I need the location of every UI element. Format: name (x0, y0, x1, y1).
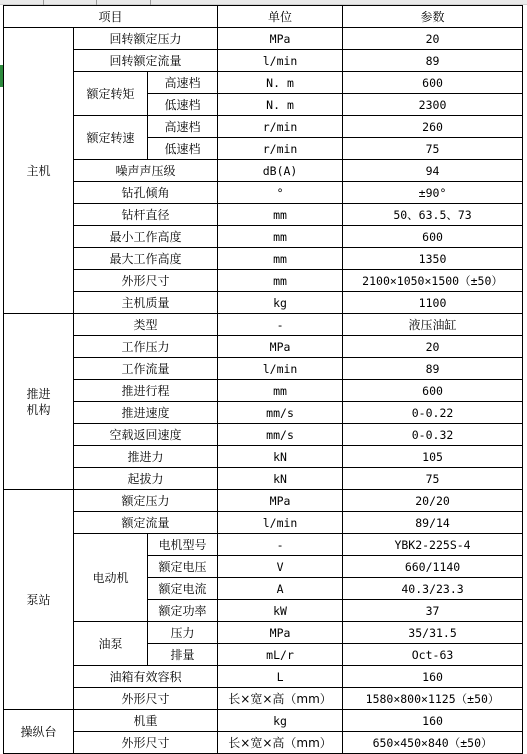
table-row (4, 314, 523, 336)
group-oilpump: 油泵 (74, 622, 148, 666)
table-row (4, 380, 523, 402)
item-unit: - (218, 314, 343, 336)
header-param: 参数 (343, 6, 523, 28)
item-name: 外形尺寸 (74, 732, 218, 754)
item-value: 0-0.32 (343, 424, 523, 446)
header-unit: 单位 (218, 6, 343, 28)
item-unit: mm (218, 380, 343, 402)
section-feed-line1: 推进 (26, 386, 51, 401)
item-name: 起拔力 (74, 468, 218, 490)
table-row (4, 292, 523, 314)
item-value: 2100×1050×1500（±50） (343, 270, 523, 292)
item-value: 160 (343, 666, 523, 688)
item-value: Oct-63 (343, 644, 523, 666)
table-row (4, 490, 523, 512)
table-row (4, 424, 523, 446)
item-value: 40.3/23.3 (343, 578, 523, 600)
item-name: 主机质量 (74, 292, 218, 314)
group-motor: 电动机 (74, 534, 148, 622)
sub-item-name: 额定电压 (148, 556, 218, 578)
table-row (4, 732, 523, 754)
item-value: 105 (343, 446, 523, 468)
item-value: 75 (343, 138, 523, 160)
item-unit: mL/r (218, 644, 343, 666)
table-row (4, 28, 523, 50)
table-row (4, 204, 523, 226)
item-value: 600 (343, 226, 523, 248)
group-torque: 额定转矩 (74, 72, 148, 116)
item-name: 外形尺寸 (74, 270, 218, 292)
item-unit: r/min (218, 138, 343, 160)
group-speed: 额定转速 (74, 116, 148, 160)
item-name: 最小工作高度 (74, 226, 218, 248)
item-name: 空载返回速度 (74, 424, 218, 446)
sub-item-name: 电机型号 (148, 534, 218, 556)
item-name: 外形尺寸 (74, 688, 218, 710)
table-row (4, 534, 523, 556)
table-row (4, 336, 523, 358)
item-unit: MPa (218, 622, 343, 644)
item-name: 钻杆直径 (74, 204, 218, 226)
item-value: 89 (343, 358, 523, 380)
item-unit: V (218, 556, 343, 578)
section-host: 主机 (4, 28, 74, 314)
table-row (4, 248, 523, 270)
item-value: 35/31.5 (343, 622, 523, 644)
header-item: 项目 (4, 6, 218, 28)
table-row (4, 710, 523, 732)
section-console: 操纵台 (4, 710, 74, 754)
sub-item-name: 压力 (148, 622, 218, 644)
sub-item-name: 额定功率 (148, 600, 218, 622)
item-unit: A (218, 578, 343, 600)
table-row (4, 50, 523, 72)
item-unit: N. m (218, 72, 343, 94)
item-name: 回转额定压力 (74, 28, 218, 50)
table-row (4, 226, 523, 248)
item-unit: kg (218, 292, 343, 314)
header-row (4, 6, 523, 28)
item-value: 液压油缸 (343, 314, 523, 336)
table-row (4, 512, 523, 534)
item-value: 650×450×840（±50） (343, 732, 523, 754)
table-row (4, 666, 523, 688)
item-value: 1350 (343, 248, 523, 270)
item-name: 机重 (74, 710, 218, 732)
item-unit: kW (218, 600, 343, 622)
item-unit: L (218, 666, 343, 688)
item-value: 1580×800×1125（±50） (343, 688, 523, 710)
item-unit: kg (218, 710, 343, 732)
item-unit: r/min (218, 116, 343, 138)
sub-item-name: 低速档 (148, 94, 218, 116)
item-value: 89 (343, 50, 523, 72)
item-value: 20/20 (343, 490, 523, 512)
item-name: 推进行程 (74, 380, 218, 402)
item-name: 噪声声压级 (74, 160, 218, 182)
item-value: 160 (343, 710, 523, 732)
table-row (4, 468, 523, 490)
table-row (4, 160, 523, 182)
table-row (4, 72, 523, 94)
item-value: 20 (343, 336, 523, 358)
sub-item-name: 排量 (148, 644, 218, 666)
item-value: 37 (343, 600, 523, 622)
item-unit: MPa (218, 28, 343, 50)
item-unit: mm (218, 248, 343, 270)
item-name: 工作流量 (74, 358, 218, 380)
section-feed (4, 314, 74, 490)
item-value: 2300 (343, 94, 523, 116)
item-unit: N. m (218, 94, 343, 116)
sub-item-name: 高速档 (148, 116, 218, 138)
section-feed-line2: 机构 (26, 402, 51, 417)
item-value: 0-0.22 (343, 402, 523, 424)
item-name: 推进力 (74, 446, 218, 468)
item-unit: l/min (218, 512, 343, 534)
item-unit: mm/s (218, 402, 343, 424)
item-unit: mm/s (218, 424, 343, 446)
sub-item-name: 高速档 (148, 72, 218, 94)
item-unit: MPa (218, 490, 343, 512)
item-name: 油箱有效容积 (74, 666, 218, 688)
item-unit: mm (218, 270, 343, 292)
item-value: 260 (343, 116, 523, 138)
item-value: 89/14 (343, 512, 523, 534)
item-value: 75 (343, 468, 523, 490)
item-value: 600 (343, 72, 523, 94)
item-name: 最大工作高度 (74, 248, 218, 270)
sub-item-name: 额定电流 (148, 578, 218, 600)
item-value: 94 (343, 160, 523, 182)
item-value: ±90° (343, 182, 523, 204)
item-value: YBK2-225S-4 (343, 534, 523, 556)
item-value: 50、63.5、73 (343, 204, 523, 226)
item-unit: kN (218, 446, 343, 468)
item-unit: 长×宽×高（mm） (218, 688, 343, 710)
item-unit: l/min (218, 358, 343, 380)
table-row (4, 622, 523, 644)
item-unit: mm (218, 226, 343, 248)
table-row (4, 446, 523, 468)
item-unit: MPa (218, 336, 343, 358)
spec-table (3, 5, 523, 754)
item-unit: l/min (218, 50, 343, 72)
table-row (4, 182, 523, 204)
item-name: 额定流量 (74, 512, 218, 534)
section-pump: 泵站 (4, 490, 74, 710)
item-unit: - (218, 534, 343, 556)
table-row (4, 358, 523, 380)
item-name: 钻孔倾角 (74, 182, 218, 204)
table-row (4, 402, 523, 424)
table-row (4, 270, 523, 292)
item-unit: dB(A) (218, 160, 343, 182)
table-row (4, 116, 523, 138)
item-name: 回转额定流量 (74, 50, 218, 72)
item-unit: ° (218, 182, 343, 204)
item-value: 600 (343, 380, 523, 402)
sub-item-name: 低速档 (148, 138, 218, 160)
item-value: 660/1140 (343, 556, 523, 578)
item-value: 20 (343, 28, 523, 50)
item-name: 额定压力 (74, 490, 218, 512)
item-name: 类型 (74, 314, 218, 336)
table-row (4, 688, 523, 710)
item-unit: 长×宽×高（mm） (218, 732, 343, 754)
item-unit: kN (218, 468, 343, 490)
item-name: 工作压力 (74, 336, 218, 358)
item-name: 推进速度 (74, 402, 218, 424)
item-value: 1100 (343, 292, 523, 314)
item-unit: mm (218, 204, 343, 226)
